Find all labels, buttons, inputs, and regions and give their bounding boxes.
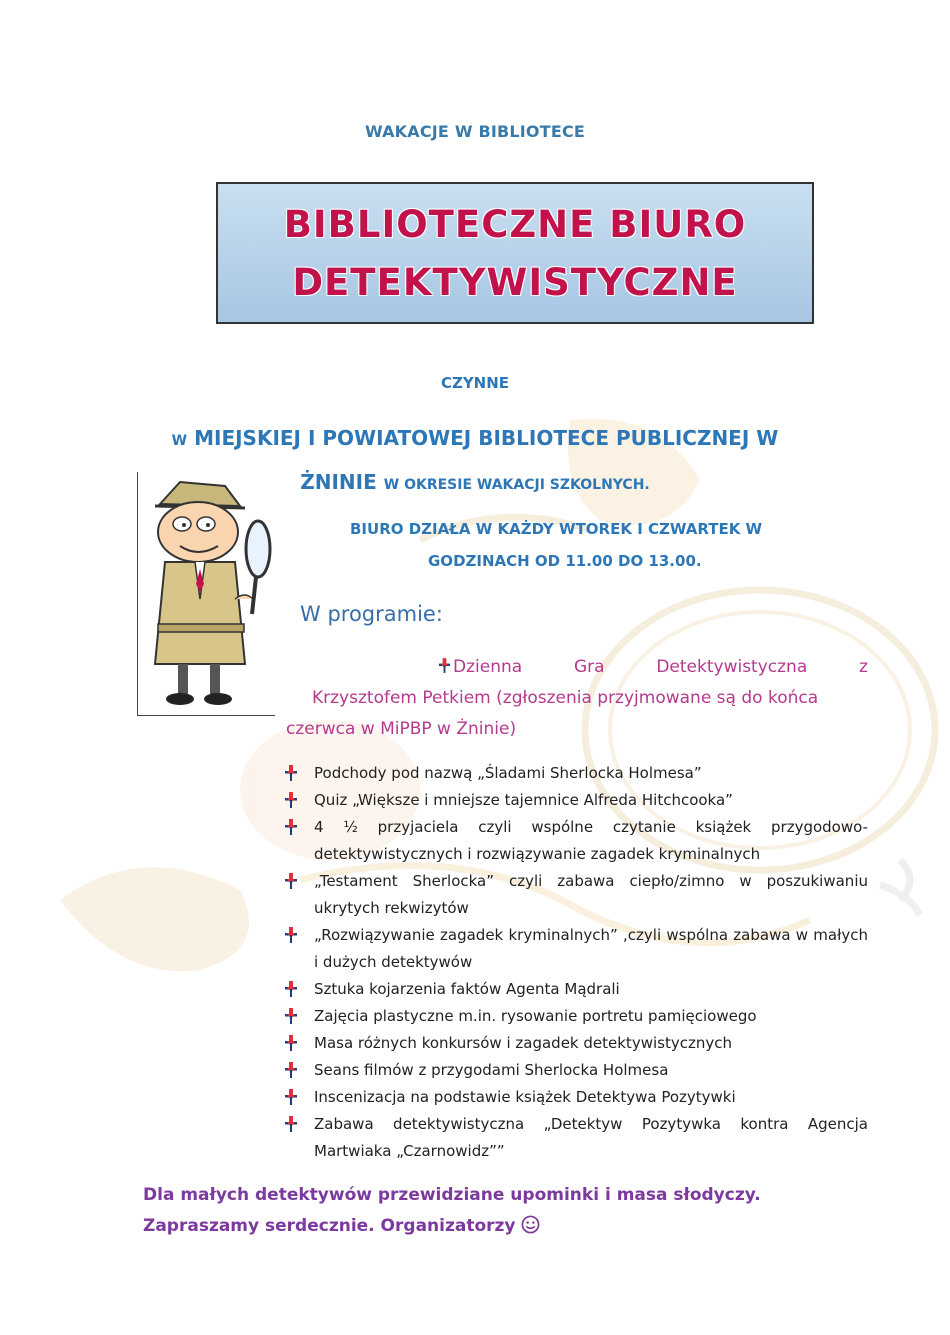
bullet-arrow-icon: [284, 1008, 298, 1024]
list-item-text: Inscenizacja na podstawie książek Detektywa Pozytywki: [314, 1088, 736, 1106]
featured-program-item: [286, 652, 868, 745]
list-item-text: Sztuka kojarzenia faktów Agenta Mądrali: [314, 980, 620, 998]
library-town: ŻNINIE: [300, 470, 377, 494]
featured-word-1-wrap: [312, 652, 522, 683]
bullet-arrow-icon: [284, 819, 298, 835]
library-prefix: W: [171, 433, 188, 449]
list-item: [284, 1030, 868, 1057]
list-item-text: „Rozwiązywanie zagadek kryminalnych” ,czyli wspólna zabawa w małych i dużych detektywów: [314, 926, 868, 971]
featured-word-2: Gra: [573, 657, 605, 677]
program-list: [284, 760, 868, 1165]
featured-line-2: Krzysztofem Petkiem (zgłoszenia przyjmowane są do końca: [312, 688, 819, 708]
bullet-arrow-icon: [284, 792, 298, 808]
list-item: [284, 976, 868, 1003]
bullet-arrow-icon: [284, 765, 298, 781]
featured-line-1: [312, 652, 868, 683]
title-line-1: BIBLIOTECZNE BIURO: [283, 203, 747, 246]
list-item-text: 4 ½ przyjaciela czyli wspólne czytanie książek przygodowo-detektywistycznych i rozwiązywanie zagadek kryminalnych: [314, 818, 868, 863]
czynne-label: CZYNNE: [440, 374, 510, 392]
library-name: MIEJSKIEJ I POWIATOWEJ BIBLIOTECE PUBLICZNEJ W: [194, 426, 779, 450]
list-item: [284, 1111, 868, 1165]
title-box: [216, 182, 814, 324]
list-item: [284, 814, 868, 868]
bullet-arrow-icon: [284, 981, 298, 997]
bullet-arrow-icon: [284, 1035, 298, 1051]
list-item-text: Seans filmów z przygodami Sherlocka Holmesa: [314, 1061, 669, 1079]
footer-text: Dla małych detektywów przewidziane upominki i masa słodyczy. Zapraszamy serdecznie. Organizatorzy: [143, 1185, 761, 1236]
bullet-arrow-icon: [284, 873, 298, 889]
featured-line-3: czerwca w MiPBP w Żninie): [286, 719, 517, 739]
list-item: [284, 1084, 868, 1111]
list-item-text: Quiz „Większe i mniejsze tajemnice Alfreda Hitchcooka”: [314, 791, 733, 809]
list-item-text: Podchody pod nazwą „Śladami Sherlocka Holmesa”: [314, 764, 702, 782]
featured-word-3: Detektywistyczna: [656, 657, 808, 677]
list-item-text: Masa różnych konkursów i zagadek detektywistycznych: [314, 1034, 732, 1052]
hours-line-1: BIURO DZIAŁA W KAŻDY WTOREK I CZWARTEK W: [350, 520, 763, 538]
featured-word-4: z: [859, 657, 868, 677]
detective-illustration: [140, 474, 275, 714]
featured-word-1: Dzienna: [453, 657, 523, 677]
bullet-arrow-icon: [284, 1089, 298, 1105]
title-line-2: DETEKTYWISTYCZNE: [292, 261, 738, 304]
list-item: [284, 922, 868, 976]
list-item: [284, 787, 868, 814]
list-item: [284, 868, 868, 922]
list-item-text: „Testament Sherlocka” czyli zabawa ciepło/zimno w poszukiwaniu ukrytych rekwizytów: [314, 872, 868, 917]
list-item: [284, 1057, 868, 1084]
bullet-arrow-icon: [284, 1116, 298, 1132]
hours-line-2: GODZINACH OD 11.00 DO 13.00.: [428, 552, 702, 570]
program-heading: W programie:: [300, 602, 443, 626]
library-line-1: [0, 426, 950, 453]
bullet-arrow-icon: [438, 658, 451, 673]
list-item: [284, 760, 868, 787]
top-label: WAKACJE W BIBLIOTECE: [364, 122, 586, 141]
bullet-arrow-icon: [284, 1062, 298, 1078]
list-item: [284, 1003, 868, 1030]
library-period: W OKRESIE WAKACJI SZKOLNYCH.: [383, 477, 650, 493]
smiley-icon: [521, 1215, 540, 1234]
bullet-arrow-icon: [284, 927, 298, 943]
list-item-text: Zabawa detektywistyczna „Detektyw Pozytywka kontra Agencja Martwiaka „Czarnowidz””: [314, 1115, 868, 1160]
list-item-text: Zajęcia plastyczne m.in. rysowanie portretu pamięciowego: [314, 1007, 757, 1025]
footer-note: [143, 1180, 873, 1242]
